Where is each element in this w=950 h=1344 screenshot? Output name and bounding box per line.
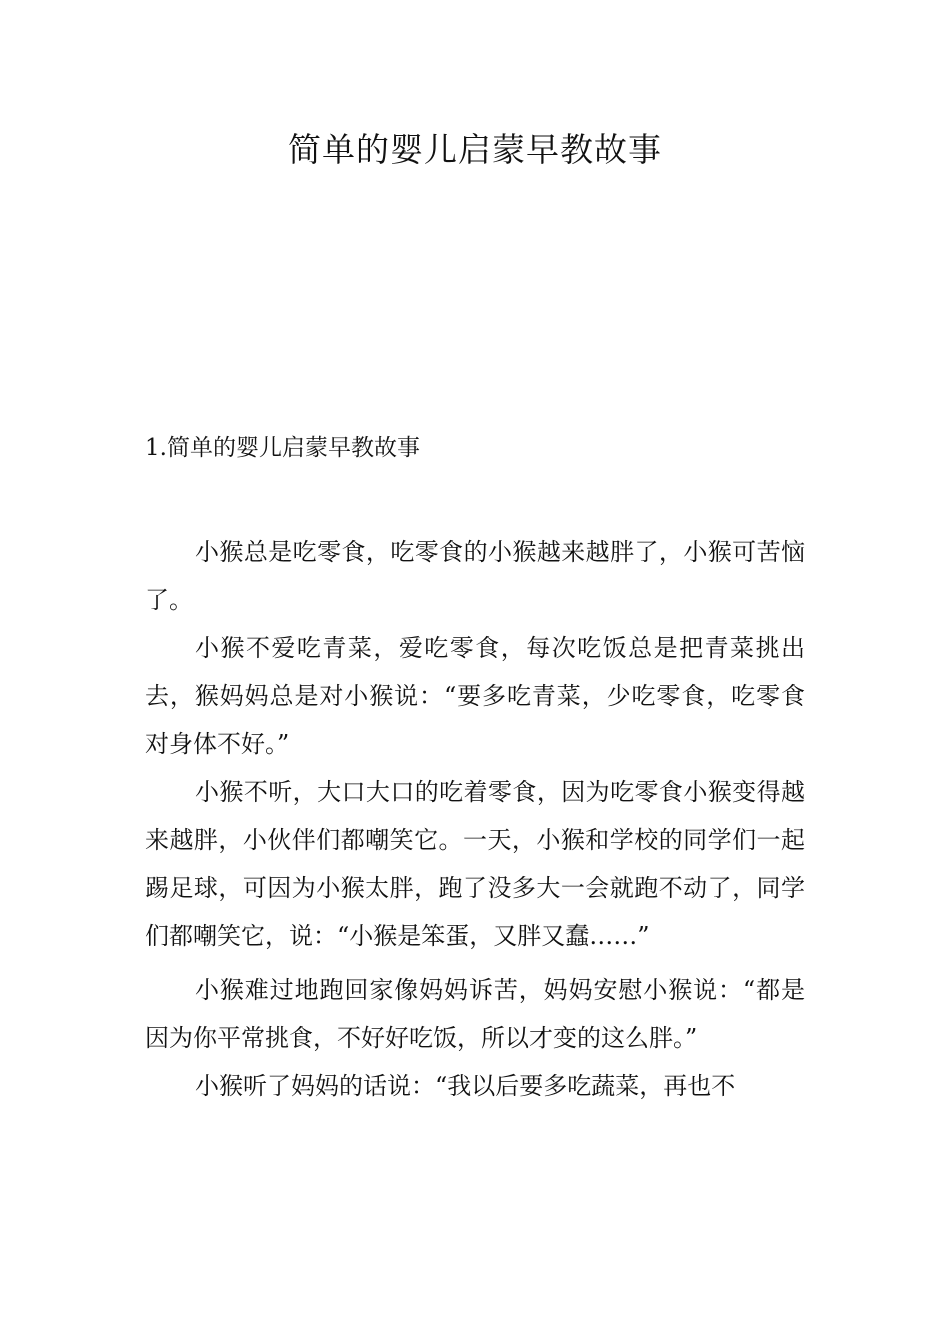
document-title: 简单的婴儿启蒙早教故事 bbox=[288, 130, 662, 169]
paragraph-4: 小猴难过地跑回家像妈妈诉苦，妈妈安慰小猴说：“都是因为你平常挑食，不好好吃饭，所以才变的这么胖。” bbox=[145, 976, 805, 1052]
paragraph-1: 小猴总是吃零食，吃零食的小猴越来越胖了，小猴可苦恼了。 bbox=[145, 538, 805, 614]
paragraph-2: 小猴不爱吃青菜，爱吃零食，每次吃饭总是把青菜挑出去，猴妈妈总是对小猴说：“要多吃青菜，少吃零食，吃零食对身体不好。” bbox=[145, 634, 805, 758]
story-body bbox=[145, 528, 805, 1110]
section-heading: 1.简单的婴儿启蒙早教故事 bbox=[145, 435, 420, 461]
paragraph-5: 小猴听了妈妈的话说：“我以后要多吃蔬菜，再也不 bbox=[195, 1072, 736, 1100]
paragraph-3: 小猴不听，大口大口的吃着零食，因为吃零食小猴变得越来越胖，小伙伴们都嘲笑它。一天，小猴和学校的同学们一起踢足球，可因为小猴太胖，跑了没多大一会就跑不动了，同学们都嘲笑它，说：“小猴是笨蛋，又胖又蠢……” bbox=[145, 778, 805, 950]
